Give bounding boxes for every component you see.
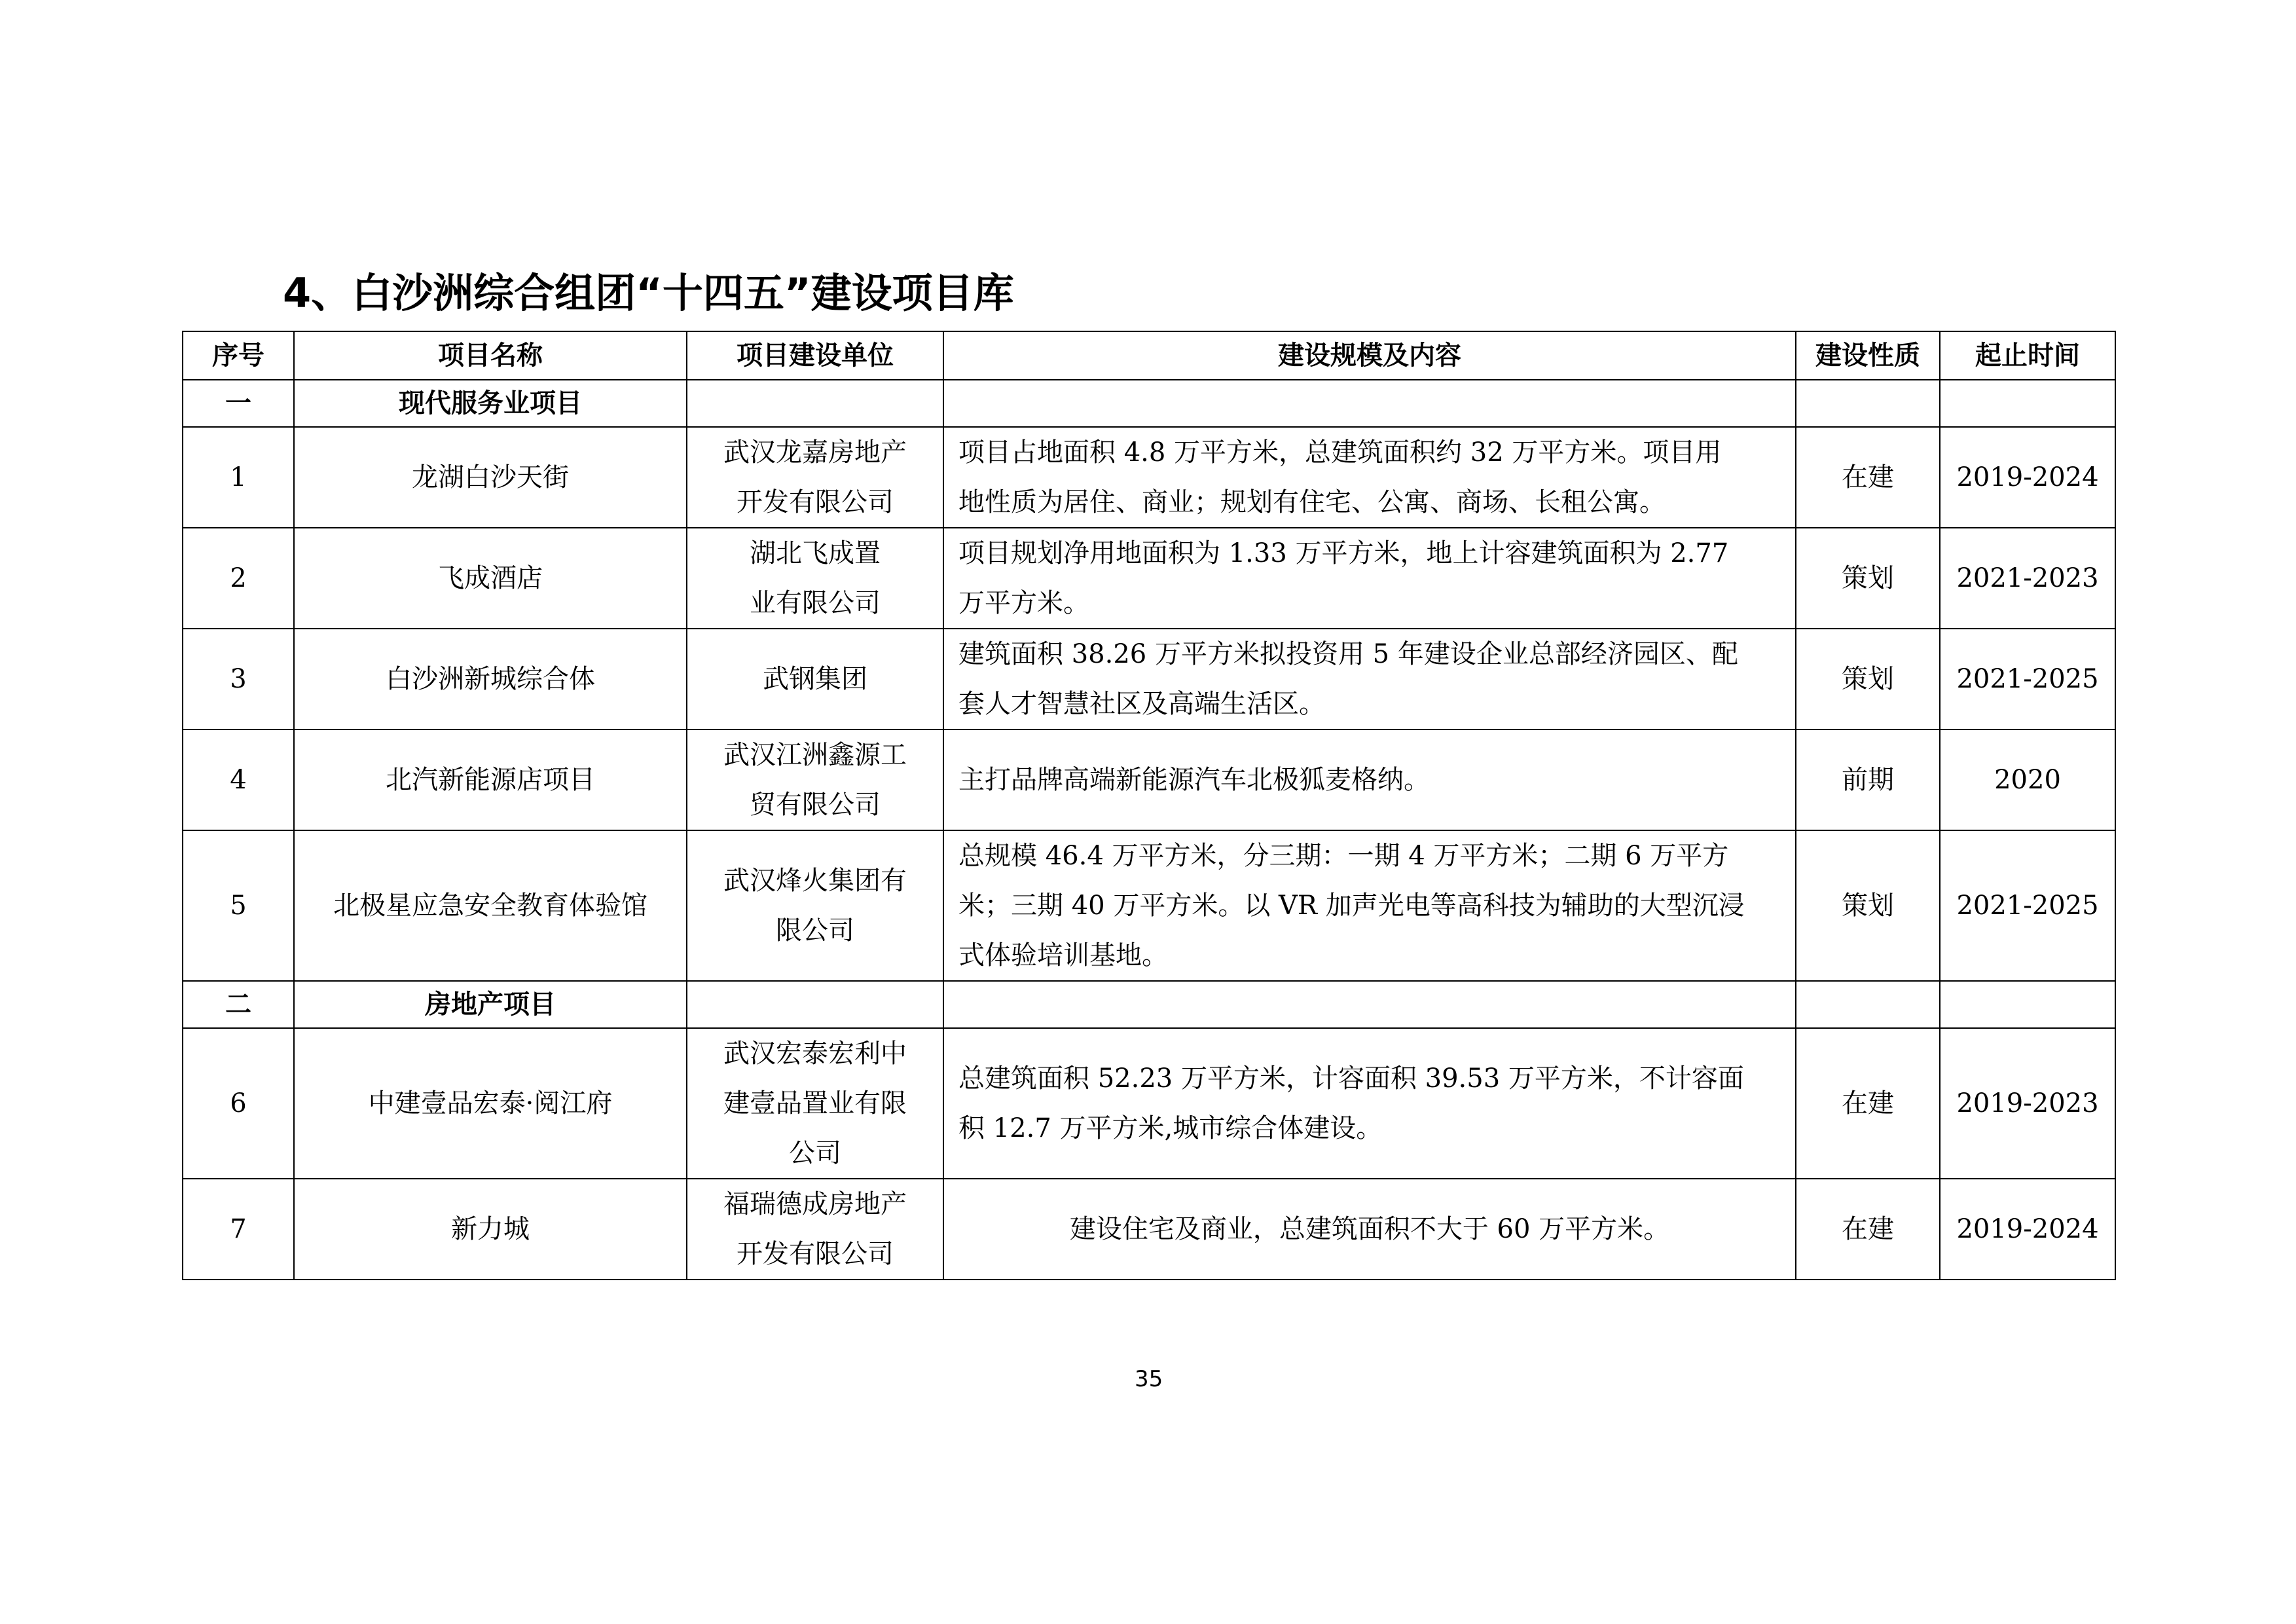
row-name: 中建壹品宏泰·阅江府 [294,1028,687,1179]
unit-line: 限公司 [776,915,854,946]
scope-line: 积 12.7 万平方米,城市综合体建设。 [958,1113,1383,1143]
row-nature: 策划 [1796,528,1940,629]
row-no: 4 [183,729,294,830]
row-no: 6 [183,1028,294,1179]
header-nature: 建设性质 [1796,331,1940,380]
header-scope: 建设规模及内容 [943,331,1796,380]
scope-line: 总建筑面积 52.23 万平方米，计容面积 39.53 万平方米，不计容面 [958,1063,1744,1094]
section-no: 一 [183,380,294,427]
row-nature: 在建 [1796,1179,1940,1280]
unit-line: 武汉江洲鑫源工 [723,740,907,770]
header-period: 起止时间 [1940,331,2115,380]
section-empty-cell [1796,380,1940,427]
section-empty-cell [943,981,1796,1028]
section-empty-cell [687,380,943,427]
row-nature: 在建 [1796,427,1940,528]
unit-line: 业有限公司 [750,588,881,618]
section-empty-cell [687,981,943,1028]
section-name: 现代服务业项目 [294,380,687,427]
header-unit: 项目建设单位 [687,331,943,380]
row-period: 2019-2024 [1940,1179,2115,1280]
table-row [183,1179,2115,1280]
table-row [183,729,2115,830]
row-name: 飞成酒店 [294,528,687,629]
row-nature: 前期 [1796,729,1940,830]
unit-line: 贸有限公司 [750,790,881,820]
scope-line: 式体验培训基地。 [958,940,1168,970]
row-scope [943,830,1796,981]
table-row [183,830,2115,981]
row-scope [943,427,1796,528]
unit-line: 福瑞德成房地产 [723,1189,907,1219]
scope-line: 地性质为居住、商业；规划有住宅、公寓、商场、长租公寓。 [958,487,1666,517]
row-no: 3 [183,629,294,729]
row-period: 2021-2025 [1940,629,2115,729]
section-name: 房地产项目 [294,981,687,1028]
row-name: 北汽新能源店项目 [294,729,687,830]
table-row [183,427,2115,528]
row-scope [943,1028,1796,1179]
row-nature: 在建 [1796,1028,1940,1179]
row-name: 新力城 [294,1179,687,1280]
row-no: 2 [183,528,294,629]
row-nature: 策划 [1796,629,1940,729]
scope-line: 万平方米。 [958,588,1089,618]
page-number: 35 [1135,1366,1163,1392]
header-no: 序号 [183,331,294,380]
unit-line: 建壹品置业有限 [723,1088,907,1118]
row-no: 5 [183,830,294,981]
unit-line: 开发有限公司 [737,1239,894,1269]
row-no: 1 [183,427,294,528]
row-name: 龙湖白沙天街 [294,427,687,528]
row-no: 7 [183,1179,294,1280]
unit-line: 武汉龙嘉房地产 [723,437,907,468]
scope-line: 套人才智慧社区及高端生活区。 [958,689,1325,719]
section-row-real-estate [183,981,2115,1028]
scope-line: 建筑面积 38.26 万平方米拟投资用 5 年建设企业总部经济园区、配 [958,639,1738,669]
page-title: 4、白沙洲综合组团“十四五”建设项目库 [283,269,1014,317]
row-unit [687,830,943,981]
header-name: 项目名称 [294,331,687,380]
row-period: 2019-2023 [1940,1028,2115,1179]
scope-line: 主打品牌高端新能源汽车北极狐麦格纳。 [958,765,1430,795]
table-header-row [183,331,2115,380]
row-period: 2020 [1940,729,2115,830]
project-table [182,331,2116,1280]
unit-line: 武汉烽火集团有 [723,866,907,896]
row-name: 北极星应急安全教育体验馆 [294,830,687,981]
section-empty-cell [943,380,1796,427]
section-no: 二 [183,981,294,1028]
row-scope [943,1179,1796,1280]
row-scope [943,528,1796,629]
section-empty-cell [1940,380,2115,427]
row-scope [943,729,1796,830]
unit-line: 公司 [789,1138,841,1168]
row-unit [687,1179,943,1280]
section-row-modern-services [183,380,2115,427]
row-unit [687,729,943,830]
row-period: 2021-2025 [1940,830,2115,981]
row-unit [687,528,943,629]
row-name: 白沙洲新城综合体 [294,629,687,729]
section-empty-cell [1796,981,1940,1028]
section-empty-cell [1940,981,2115,1028]
table-row [183,629,2115,729]
row-unit [687,1028,943,1179]
table-row [183,1028,2115,1179]
scope-line: 总规模 46.4 万平方米，分三期：一期 4 万平方米；二期 6 万平方 [958,841,1729,871]
table-row [183,528,2115,629]
unit-line: 湖北飞成置 [750,538,881,568]
scope-line: 项目规划净用地面积为 1.33 万平方米，地上计容建筑面积为 2.77 [958,538,1729,568]
row-scope [943,629,1796,729]
unit-line: 武钢集团 [763,664,867,694]
row-period: 2019-2024 [1940,427,2115,528]
unit-line: 武汉宏泰宏利中 [723,1039,907,1069]
row-nature: 策划 [1796,830,1940,981]
row-unit [687,427,943,528]
scope-line: 建设住宅及商业，总建筑面积不大于 60 万平方米。 [1069,1214,1670,1244]
scope-line: 米；三期 40 万平方米。以 VR 加声光电等高科技为辅助的大型沉浸 [958,891,1745,921]
unit-line: 开发有限公司 [737,487,894,517]
scope-line: 项目占地面积 4.8 万平方米，总建筑面积约 32 万平方米。项目用 [958,437,1722,468]
row-unit [687,629,943,729]
row-period: 2021-2023 [1940,528,2115,629]
